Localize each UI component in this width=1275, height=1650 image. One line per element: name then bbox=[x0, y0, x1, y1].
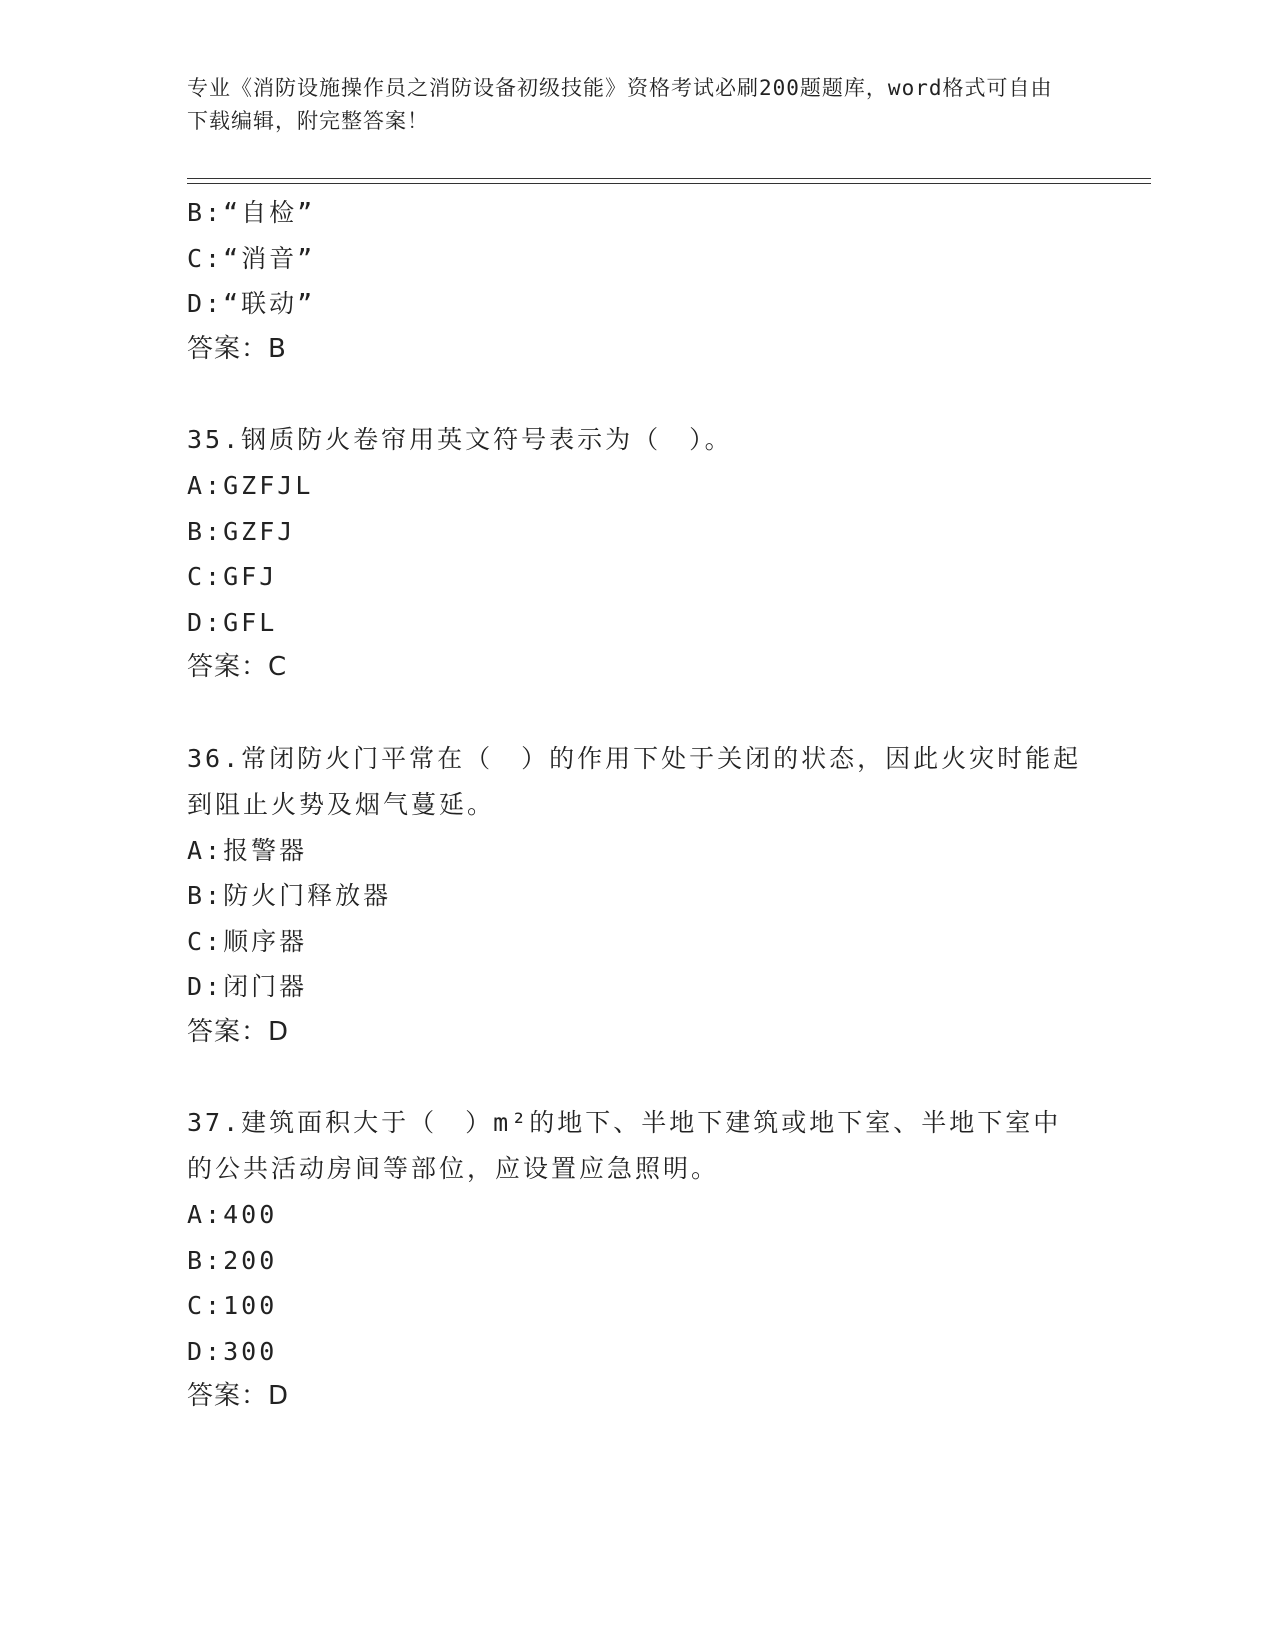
option-letter: C: bbox=[187, 1291, 224, 1320]
option-b bbox=[187, 1238, 1087, 1284]
spacer bbox=[187, 1055, 1087, 1100]
question-content bbox=[187, 190, 1087, 1420]
option-text: “联动” bbox=[223, 289, 316, 318]
question-text: 36.常闭防火门平常在（ ）的作用下处于关闭的状态，因此火灾时能起到阻止火势及烟气蔓延。 bbox=[187, 743, 1082, 819]
option-c bbox=[187, 1283, 1087, 1329]
option-letter: B: bbox=[187, 198, 224, 227]
option-letter: B: bbox=[187, 881, 224, 910]
option-d bbox=[187, 600, 1087, 646]
option-d bbox=[187, 281, 1087, 327]
question-text: 37.建筑面积大于（ ）m²的地下、半地下建筑或地下室、半地下室中的公共活动房间等部位，应设置应急照明。 bbox=[187, 1108, 1062, 1183]
option-text: 300 bbox=[223, 1336, 278, 1366]
option-b bbox=[187, 190, 1087, 236]
question-34-continuation bbox=[187, 190, 1087, 372]
option-letter: C: bbox=[187, 926, 224, 956]
header-divider-secondary bbox=[187, 183, 1151, 184]
option-letter: D: bbox=[187, 289, 224, 318]
header-divider bbox=[187, 178, 1151, 179]
option-letter: C: bbox=[187, 562, 224, 591]
option-text: “消音” bbox=[223, 243, 316, 273]
option-text: 200 bbox=[223, 1245, 278, 1275]
option-letter: B: bbox=[187, 516, 224, 546]
answer-line: 答案：B bbox=[187, 333, 287, 364]
option-b bbox=[187, 873, 1087, 919]
option-d bbox=[187, 1329, 1087, 1375]
option-c bbox=[187, 554, 1087, 600]
option-text: 400 bbox=[223, 1200, 278, 1229]
option-letter: A: bbox=[187, 835, 224, 865]
option-text: 报警器 bbox=[223, 835, 308, 865]
option-letter: D: bbox=[187, 607, 224, 637]
option-letter: C: bbox=[187, 243, 224, 273]
option-text: 闭门器 bbox=[223, 972, 308, 1001]
option-b bbox=[187, 509, 1087, 555]
option-c bbox=[187, 919, 1087, 965]
question-37 bbox=[187, 1100, 1087, 1420]
option-text: “自检” bbox=[223, 198, 316, 227]
option-a bbox=[187, 1192, 1087, 1238]
option-a bbox=[187, 463, 1087, 509]
option-text: GFJ bbox=[223, 562, 278, 591]
option-text: GFL bbox=[223, 607, 278, 637]
option-text: 防火门释放器 bbox=[223, 881, 392, 910]
option-letter: D: bbox=[187, 972, 224, 1001]
option-c bbox=[187, 236, 1087, 282]
answer-line: 答案：C bbox=[187, 652, 288, 682]
spacer bbox=[187, 372, 1087, 417]
question-text: 35.钢质防火卷帘用英文符号表示为（ ）。 bbox=[187, 425, 733, 454]
answer-line: 答案：D bbox=[187, 1016, 290, 1047]
option-text: 100 bbox=[223, 1291, 278, 1320]
option-letter: A: bbox=[187, 471, 224, 500]
document-intro: 专业《消防设施操作员之消防设备初级技能》资格考试必刷200题题库，word格式可自由下载编辑，附完整答案！ bbox=[187, 76, 1053, 133]
option-letter: B: bbox=[187, 1245, 224, 1275]
option-letter: A: bbox=[187, 1200, 224, 1229]
option-text: 顺序器 bbox=[223, 926, 308, 956]
option-letter: D: bbox=[187, 1336, 224, 1366]
question-35 bbox=[187, 417, 1087, 691]
spacer bbox=[187, 691, 1087, 736]
option-text: GZFJ bbox=[223, 516, 296, 546]
option-d bbox=[187, 964, 1087, 1010]
question-36 bbox=[187, 736, 1087, 1056]
answer-line: 答案：D bbox=[187, 1381, 290, 1411]
option-text: GZFJL bbox=[223, 471, 314, 500]
option-a bbox=[187, 828, 1087, 874]
